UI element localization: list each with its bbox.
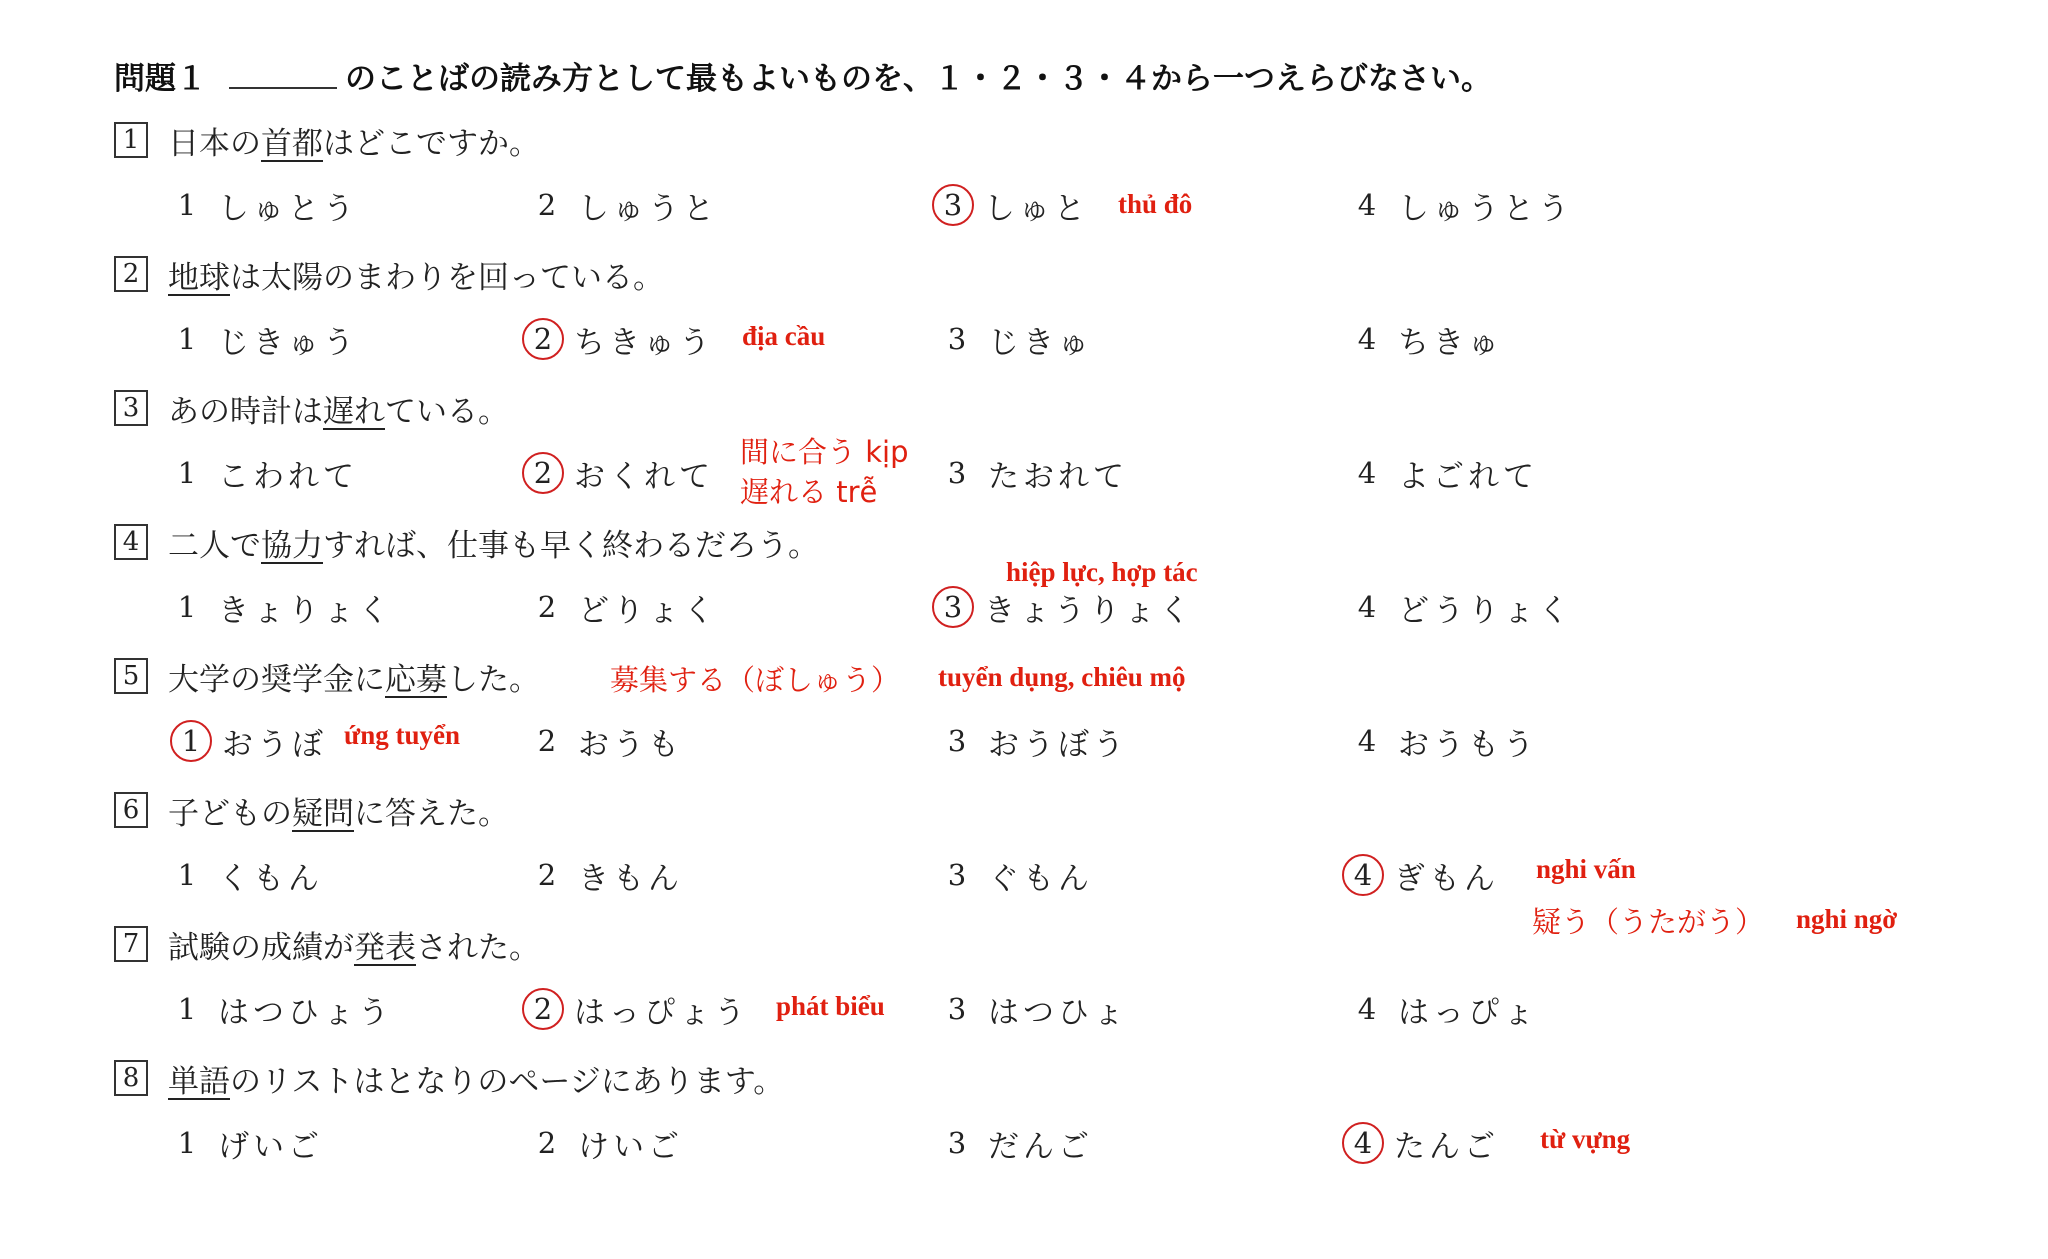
option-number: 1 — [177, 858, 197, 892]
question-target-word: 単語 — [168, 1063, 230, 1100]
question-number: 4 — [114, 524, 148, 560]
option-number: 4 — [1357, 724, 1377, 758]
question-4 — [114, 517, 819, 567]
option-number: 4 — [1357, 322, 1377, 356]
question-target-word: 遅れ — [323, 393, 385, 430]
question-text-post: は太陽のまわりを回っている。 — [230, 259, 664, 296]
question-target-word: 首都 — [261, 125, 323, 162]
q7-option-2[interactable] — [522, 984, 749, 1034]
q1-option-3[interactable] — [932, 180, 1089, 230]
answer-circle: 3 — [932, 586, 974, 628]
q3-option-4[interactable] — [1346, 448, 1538, 498]
option-text: しゅうとう — [1398, 190, 1573, 227]
q5-option-4[interactable] — [1346, 716, 1538, 766]
q1-option-2[interactable] — [526, 180, 718, 230]
q4-option-3[interactable] — [932, 582, 1194, 632]
q1-option-4[interactable] — [1346, 180, 1573, 230]
question-text-post: はどこですか。 — [323, 125, 540, 162]
option-number: 2 — [537, 724, 557, 758]
q7-option-3[interactable] — [936, 984, 1128, 1034]
option-text: くもん — [218, 860, 323, 897]
option-text: しゅと — [984, 190, 1089, 227]
option-number: 4 — [1357, 188, 1377, 222]
q8-option-1[interactable] — [166, 1118, 323, 1168]
annotation-q8: từ vựng — [1540, 1124, 1631, 1154]
question-number: 3 — [114, 390, 148, 426]
option-text: おうぼ — [222, 726, 327, 763]
q6-option-4[interactable] — [1342, 850, 1499, 900]
option-text: ぎもん — [1394, 860, 1499, 897]
option-number: 1 — [177, 188, 197, 222]
option-text: しゅとう — [218, 190, 358, 227]
option-text: だんご — [988, 1128, 1093, 1165]
option-text: はっぴょ — [1398, 994, 1538, 1031]
annotation-q1: thủ đô — [1118, 189, 1193, 219]
option-text: どうりょく — [1398, 592, 1573, 629]
option-text: おくれて — [574, 458, 714, 495]
q2-option-4[interactable] — [1346, 314, 1503, 364]
q8-option-4[interactable] — [1342, 1118, 1499, 1168]
question-target-word: 協力 — [261, 527, 323, 564]
option-number: 3 — [947, 992, 967, 1026]
q5-option-2[interactable] — [526, 716, 683, 766]
q7-option-4[interactable] — [1346, 984, 1538, 1034]
option-number: 2 — [537, 590, 557, 624]
option-text: はつひょ — [988, 994, 1128, 1031]
option-number: 1 — [177, 992, 197, 1026]
question-7 — [114, 919, 540, 969]
option-number: 2 — [537, 188, 557, 222]
annotation-q4: hiệp lực, hợp tác — [1006, 557, 1198, 587]
question-text-post: のリストはとなりのページにあります。 — [230, 1063, 785, 1100]
option-text: きもん — [578, 860, 683, 897]
annotation-q3-line2: 遅れる trễ — [740, 475, 878, 509]
q3-option-3[interactable] — [936, 448, 1128, 498]
q6-option-2[interactable] — [526, 850, 683, 900]
annotation-q5-answer: ứng tuyển — [344, 720, 460, 750]
option-number: 1 — [177, 590, 197, 624]
q5-option-1[interactable] — [170, 716, 327, 766]
q8-option-3[interactable] — [936, 1118, 1093, 1168]
option-number: 4 — [1357, 456, 1377, 490]
option-text: しゅうと — [578, 190, 718, 227]
q4-option-2[interactable] — [526, 582, 718, 632]
option-number: 1 — [177, 1126, 197, 1160]
option-number: 3 — [947, 456, 967, 490]
answer-circle: 2 — [522, 452, 564, 494]
q4-option-4[interactable] — [1346, 582, 1573, 632]
option-text: きょうりょく — [984, 592, 1194, 629]
option-text: はつひょう — [218, 994, 393, 1031]
question-text-pre: 二人で — [168, 527, 261, 564]
option-number: 1 — [177, 456, 197, 490]
option-text: きょりょく — [218, 592, 393, 629]
question-text-post: した。 — [447, 661, 540, 698]
question-6 — [114, 785, 509, 835]
question-2 — [114, 249, 664, 299]
option-number: 3 — [947, 1126, 967, 1160]
option-text: よごれて — [1398, 458, 1538, 495]
annotation-q6-jp: 疑う（うたがう） — [1532, 905, 1765, 939]
question-target-word: 発表 — [354, 929, 416, 966]
question-5 — [114, 651, 540, 701]
question-number: 2 — [114, 256, 148, 292]
question-number: 1 — [114, 122, 148, 158]
question-8 — [114, 1053, 784, 1103]
option-text: ぐもん — [988, 860, 1093, 897]
answer-circle: 2 — [522, 318, 564, 360]
question-text-post: に答えた。 — [354, 795, 509, 832]
question-target-word: 地球 — [168, 259, 230, 296]
question-target-word: 疑問 — [292, 795, 354, 832]
option-text: おうぼう — [988, 726, 1128, 763]
option-number: 3 — [947, 858, 967, 892]
q2-option-2[interactable] — [522, 314, 714, 364]
q6-option-3[interactable] — [936, 850, 1093, 900]
answer-circle: 4 — [1342, 854, 1384, 896]
question-number: 5 — [114, 658, 148, 694]
question-text-post: された。 — [416, 929, 540, 966]
answer-circle: 4 — [1342, 1122, 1384, 1164]
q6-option-1[interactable] — [166, 850, 323, 900]
annotation-q3-line1: 間に合う kịp — [740, 435, 909, 469]
q8-option-2[interactable] — [526, 1118, 683, 1168]
annotation-q6-vi: nghi ngờ — [1796, 904, 1898, 934]
question-3 — [114, 383, 509, 433]
annotation-q2: địa cầu — [742, 321, 826, 351]
q2-option-3[interactable] — [936, 314, 1093, 364]
q3-option-1[interactable] — [166, 448, 358, 498]
question-number: 8 — [114, 1060, 148, 1096]
q3-option-2[interactable] — [522, 448, 714, 498]
option-number: 1 — [177, 322, 197, 356]
question-text-pre: あの時計は — [168, 393, 323, 430]
option-text: けいご — [578, 1128, 683, 1165]
q5-option-3[interactable] — [936, 716, 1128, 766]
option-text: はっぴょう — [574, 994, 749, 1031]
question-text-pre: 子どもの — [168, 795, 292, 832]
annotation-q5-jp: 募集する（ぼしゅう） — [610, 663, 901, 697]
option-number: 4 — [1357, 992, 1377, 1026]
answer-circle: 2 — [522, 988, 564, 1030]
question-number: 7 — [114, 926, 148, 962]
annotation-q5-vi: tuyển dụng, chiêu mộ — [938, 662, 1186, 692]
option-text: こわれて — [218, 458, 358, 495]
option-text: たんご — [1394, 1128, 1499, 1165]
q2-option-1[interactable] — [166, 314, 358, 364]
section-instructions: のことばの読み方として最もよいものを、１・２・３・４から一つえらびなさい。 — [345, 60, 1492, 97]
section-label: 問題１ — [114, 60, 207, 97]
option-number: 2 — [537, 1126, 557, 1160]
option-text: おうも — [578, 726, 683, 763]
option-number: 4 — [1357, 590, 1377, 624]
option-text: おうもう — [1398, 726, 1538, 763]
annotation-q7: phát biểu — [776, 991, 885, 1021]
blank-underline — [229, 61, 337, 89]
option-number: 2 — [537, 858, 557, 892]
option-text: たおれて — [988, 458, 1128, 495]
question-target-word: 応募 — [385, 661, 447, 698]
option-text: ちきゅ — [1398, 324, 1503, 361]
q1-option-1[interactable] — [166, 180, 358, 230]
annotation-q6: nghi vấn — [1536, 854, 1636, 884]
question-text-pre: 日本の — [168, 125, 261, 162]
answer-circle: 3 — [932, 184, 974, 226]
q7-option-1[interactable] — [166, 984, 393, 1034]
option-text: じきゅ — [988, 324, 1093, 361]
option-number: 3 — [947, 724, 967, 758]
section-header — [114, 50, 1492, 100]
option-text: げいご — [218, 1128, 323, 1165]
question-text-pre: 大学の奨学金に — [168, 661, 385, 698]
answer-circle: 1 — [170, 720, 212, 762]
option-text: ちきゅう — [574, 324, 714, 361]
q4-option-1[interactable] — [166, 582, 393, 632]
option-text: どりょく — [578, 592, 718, 629]
question-number: 6 — [114, 792, 148, 828]
option-text: じきゅう — [218, 324, 358, 361]
question-1 — [114, 115, 540, 165]
question-text-pre: 試験の成績が — [168, 929, 354, 966]
question-text-post: ている。 — [385, 393, 509, 430]
question-text-post: すれば、仕事も早く終わるだろう。 — [323, 527, 819, 564]
option-number: 3 — [947, 322, 967, 356]
